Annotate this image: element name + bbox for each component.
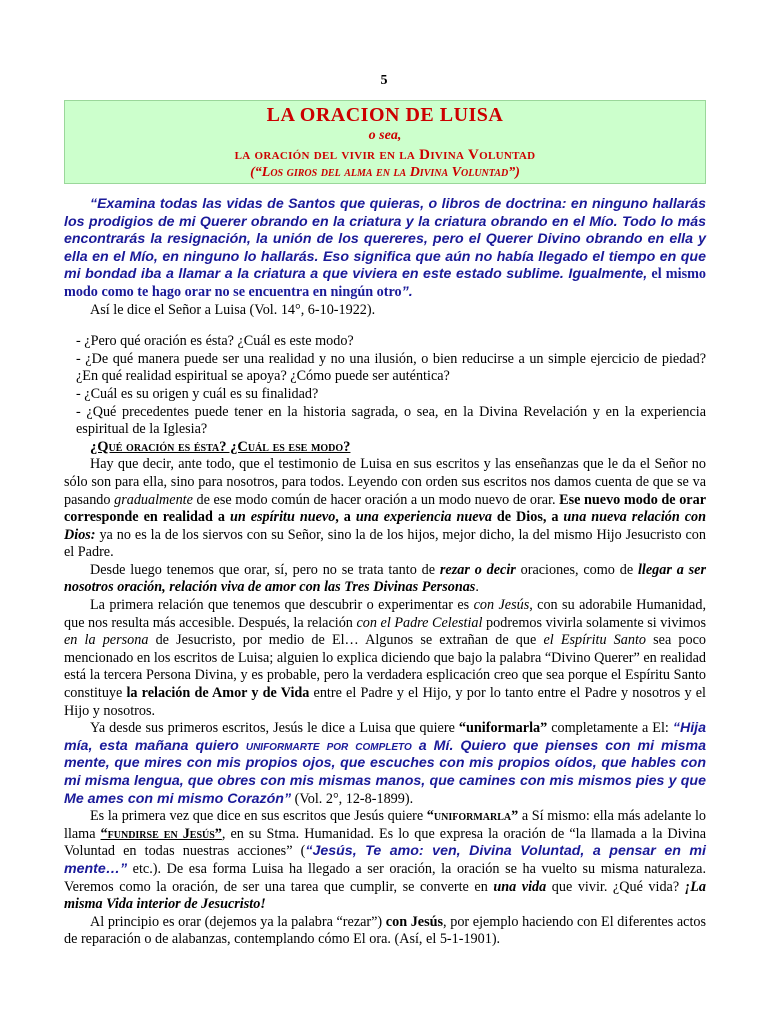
paragraph-2 (64, 562, 706, 597)
quote-tail: el mismo modo como te hago orar no se encuentra en ningún otro (64, 266, 707, 300)
text: etc.). De esa forma Luisa ha llegado a ser oración, la oración se ha vuelto su misma naturaleza. Veremos como la oración, de ser una tarea que cumplir, se converte en (64, 860, 706, 895)
text: con Jesús (385, 913, 444, 930)
document-body (64, 196, 706, 949)
text: llegar a ser nosotros oración, relación viva de amor con las Tres Divinas Personas (64, 561, 706, 596)
text: ya no es la de los siervos con su Señor, sino la de los hijos, mejor dicho, la del mismo Hijo Jesucristo con el Padre. (64, 526, 706, 561)
text: La primera relación que tenemos que descubrir o experimentar es (90, 597, 474, 614)
text: a Mí. Quiero que pienses con mi misma mente, que mires con mis propios ojos, que escuches con mis propios oídos, que hables con mi misma lengua, que obres con mis mismas manos, que camines con mis mismos pies y que Me ames con mi mismo Corazón” (64, 737, 707, 807)
paragraph-6 (64, 914, 706, 949)
text: la relación de Amor y de Vida (126, 685, 310, 702)
paragraph-3 (64, 597, 706, 720)
text: , con su adorabile Humanidad, que nos resulta más accesible. Después, la relación (64, 597, 706, 631)
text: , a (335, 509, 356, 526)
text: Es la primera vez que dice en sus escritos que Jesús quiere (90, 808, 427, 825)
quote-end: ”. (401, 283, 413, 300)
text: una vida (493, 878, 547, 895)
text: “Hija mía, esta mañana quiero (64, 720, 706, 754)
source-line: Así le dice el Señor a Luisa (Vol. 14°, 6-10-1922). (90, 301, 376, 318)
text: Al principio es orar (dejemos ya la palabra “rezar”) (90, 913, 386, 930)
text: , en su Stma. Humanidad. Es lo que expresa la oración de “la llamada a la Divina Voluntad en todas nuestras acciones” ( (64, 825, 707, 860)
quote-text: “Examina todas las vidas de Santos que quieras, o libros de doctrina: en ninguno hallarás los prodigios de mi Querer obrando en la criatura y la criatura obrando en el Mío. Todo lo más encontrarás la resignación, la unión de los quereres, pero el Querer Divino obrando en ella y ella en el Mío, en ninguno lo hallarás. Eso significa que aún no había llegado el tiempo en que mi bondad iba a llamar a la criatura a que viviera en este estado sublime. Igualmente, (64, 196, 706, 283)
title-line3: la oración del vivir en la Divina Voluntad (234, 147, 536, 163)
text: oraciones, como de (515, 561, 638, 578)
text: gradualmente (114, 491, 193, 508)
text: , por ejemplo haciendo con El diferentes actos de reparación o de alabanzas, contemplando cómo El ora. (Así, el 5-1-1901). (64, 913, 707, 948)
paragraph-5 (64, 808, 706, 914)
title-main: LA ORACION DE LUISA (266, 104, 504, 126)
text: ¡La misma Vida interior de Jesucristo! (64, 878, 706, 913)
text: (Vol. 2°, 12-8-1899). (291, 790, 414, 807)
paragraph-4 (64, 720, 706, 808)
title-line4: (“Los giros del alma en la Divina Voluntad”) (250, 165, 520, 180)
text: Ese nuevo modo de orar corresponde en realidad a (64, 491, 706, 526)
text: “fundirse en Jesús” (100, 825, 222, 842)
title-box (64, 100, 706, 184)
text: con Jesús (473, 597, 530, 614)
text: con el Padre Celestial (356, 614, 483, 631)
questions-list (64, 333, 706, 439)
text: completamente a El: (547, 720, 673, 737)
question-item: - ¿Cuál es su origen y cuál es su finalidad? (76, 385, 319, 402)
paragraph-1 (64, 456, 706, 562)
question-item: - ¿De qué manera puede ser una realidad y no una ilusión, o bien reducirse a un simple ejercicio de piedad? ¿En qué realidad espiritual se apoya? ¿Cómo puede ser auténtica? (76, 350, 706, 385)
text: podremos vivirla solamente si vivimos (482, 614, 707, 631)
text: un espíritu nuevo (229, 509, 336, 526)
title-sub: o sea, (368, 128, 402, 143)
text: “Jesús, Te amo: ven, Divina Voluntad, a pensar en mi mente…” (64, 843, 706, 877)
text: sea poco mencionado en los escritos de Luisa; alguien lo explica diciendo que bajo la palabra “Divino Querer” en realidad está la tercera Persona Divina, y es probable, pero la verdadera esplicación creo que sea porque el Espíritu Santo constituye (64, 632, 706, 702)
text: Ya desde sus primeros escritos, Jesús le dice a Luisa que quiere (90, 720, 459, 737)
opening-quote (64, 196, 706, 302)
text: “uniformarla” (426, 808, 519, 825)
text: una experiencia nueva (355, 509, 492, 526)
question-item: - ¿Qué precedentes puede tener en la historia sagrada, o sea, en la Divina Revelación y en la experiencia espiritual de la Iglesia? (76, 403, 706, 438)
section-heading (64, 439, 706, 457)
question-item: - ¿Pero qué oración es ésta? ¿Cuál es este modo? (76, 333, 354, 350)
text: uniformarte por completo (245, 737, 412, 754)
text: Desde luego tenemos que orar, sí, pero no se trata tanto de (90, 561, 440, 578)
heading-text: ¿Qué oración es ésta? ¿Cuál es ese modo? (90, 438, 351, 455)
text: Hay que decir, ante todo, que el testimonio de Luisa en sus escritos y las enseñanzas que le da el Señor no sólo son para ella, sino para nosotros, para todos. Leyendo con orden sus escritos nos damos cuenta de que se va pasando (64, 456, 706, 508)
text: de ese modo común de hacer oración a un modo nuevo de orar. (192, 491, 560, 508)
text: en la persona (64, 632, 149, 649)
text: entre el Padre y el Hijo, y por lo tanto entre el Padre y nosotros y el Hijo y nosotros. (64, 685, 706, 719)
text: a Sí mismo: ella más adelante lo llama (64, 808, 706, 842)
text: una nueva relación con Dios: (64, 509, 707, 543)
text: que vivir. ¿Qué vida? (546, 878, 685, 895)
text: . (475, 579, 479, 596)
text: el Espíritu Santo (543, 632, 646, 649)
text: “uniformarla” (458, 720, 548, 737)
text: rezar o decir (439, 561, 516, 578)
page-number: 5 (380, 73, 388, 88)
text: de Dios, a (491, 509, 564, 526)
text: de Jesucristo, por medio de El… Algunos se extrañan de que (148, 632, 544, 649)
